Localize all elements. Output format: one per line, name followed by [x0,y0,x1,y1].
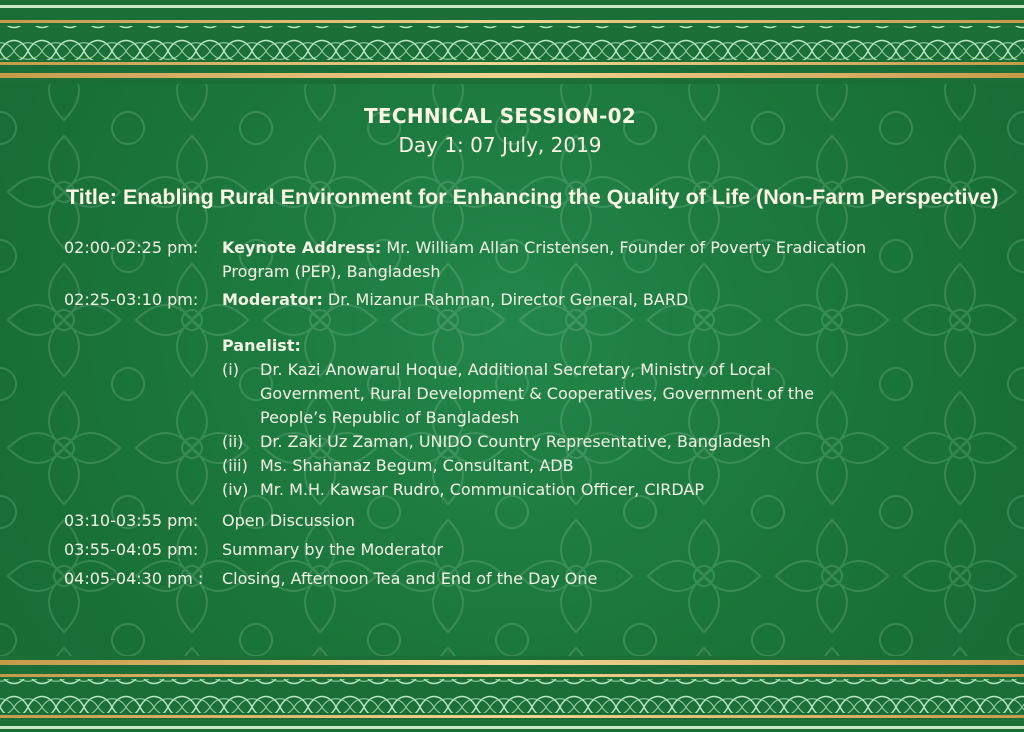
session-title: Title: Enabling Rural Environment for Enhancing the Quality of Life (Non-Farm Perspective) [66,185,999,209]
panelist-number: (ii) [222,432,244,451]
panelist-line: People’s Republic of Bangladesh [260,408,520,427]
panelist-text: Dr. Zaki Uz Zaman, UNIDO Country Representative, Bangladesh [260,432,771,451]
top-border-ornament [0,0,1024,84]
row-time: 02:25-03:10 pm: [64,290,199,309]
bottom-border-ornament [0,656,1024,732]
row-time: 04:05-04:30 pm : [64,569,204,588]
row-text: Summary by the Moderator [222,540,444,559]
panelist-text: Mr. M.H. Kawsar Rudro, Communication Officer, CIRDAP [260,480,704,499]
row-content [222,288,922,312]
panelist-heading: Panelist: [222,336,301,355]
panelist-number: (iv) [222,480,249,499]
row-text: Open Discussion [222,511,355,530]
panelist-line: Dr. Kazi Anowarul Hoque, Additional Secretary, Ministry of Local [260,360,771,379]
panelist-text [260,358,900,430]
panelist-number: (i) [222,360,239,379]
session-date: Day 1: 07 July, 2019 [398,133,602,157]
row-text: Closing, Afternoon Tea and End of the Day One [222,569,598,588]
panelist-text: Ms. Shahanaz Begum, Consultant, ADB [260,456,574,475]
row-text: Dr. Mizanur Rahman, Director General, BARD [322,290,689,309]
row-content [222,236,922,284]
row-time: 03:55-04:05 pm: [64,540,199,559]
panelist-line: Government, Rural Development & Cooperatives, Government of the [260,384,815,403]
row-text-continued: Program (PEP), Bangladesh [222,262,441,281]
row-label: Moderator: [222,290,323,309]
session-heading: TECHNICAL SESSION-02 [363,104,637,128]
row-label: Keynote Address: [222,238,382,257]
row-time: 03:10-03:55 pm: [64,511,199,530]
row-time: 02:00-02:25 pm: [64,238,199,257]
panelist-number: (iii) [222,456,248,475]
row-text: Mr. William Allan Cristensen, Founder of Poverty Eradication [381,238,867,257]
